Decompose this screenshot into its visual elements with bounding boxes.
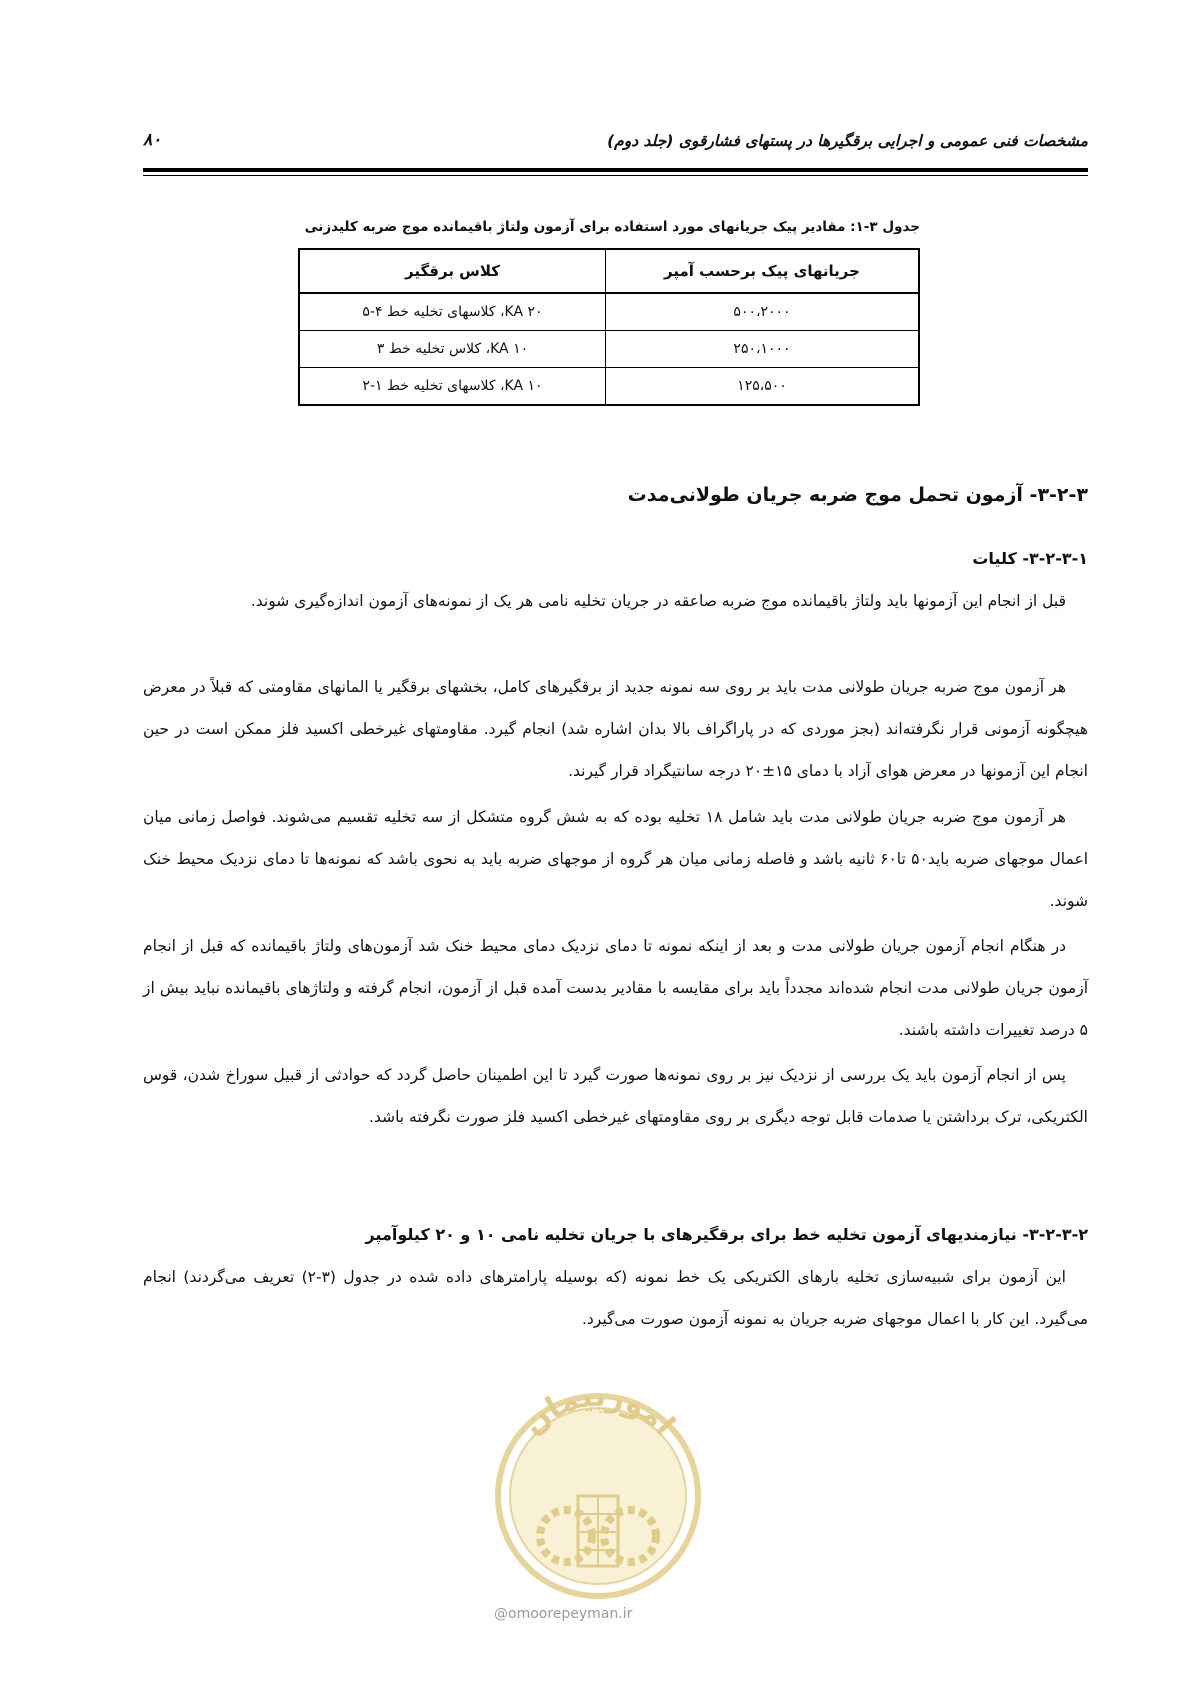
paragraph: قبل از انجام این آزمونها باید ولتاژ باقیمانده موج ضربه صاعقه در جریان تخلیه نامی هر یک از نمونه‌های آزمون اندازه‌گیری شوند. bbox=[250, 592, 1066, 610]
header-rule bbox=[143, 168, 1088, 172]
table-cell: ۵۰۰،۲۰۰۰ bbox=[606, 293, 920, 331]
page-number: ۸۰ bbox=[143, 130, 162, 150]
paragraph: در هنگام انجام آزمون جریان طولانی مدت و بعد از اینکه نمونه تا دمای نزدیک دمای محیط خنک شد آزمون‌های ولتاژ باقیمانده که قبل از انجام آزمون جریان طولانی مدت انجام شده‌اند مجدداً باید برای مقایسه با مقادیر بدست آمده قبل از آزمون، انجام گرفته و ولتاژهای باقیمانده نباید بیش از ۵ درصد تغییرات داشته باشند. bbox=[143, 937, 1088, 1039]
table-header-row bbox=[299, 249, 919, 293]
table-cell: ۱۰ KA، کلاسهای تخلیه خط ۱-۲ bbox=[299, 368, 606, 406]
page-header bbox=[143, 128, 1088, 168]
table-header-cell: کلاس برقگیر bbox=[299, 249, 606, 293]
watermark-url: @omoorepeyman.ir bbox=[494, 1606, 633, 1622]
header-rule-thin bbox=[143, 175, 1088, 176]
paragraph: پس از انجام آزمون باید یک بررسی از نزدیک نیز بر روی نمونه‌ها صورت گیرد تا این اطمینان حاصل گردد که حوادثی از قبیل سوراخ شدن، قوس الکتریکی، ترک برداشتن یا صدمات قابل توجه دیگری بر روی مقاومتهای غیرخطی اکسید فلز صورت نگرفته باشد. bbox=[143, 1066, 1088, 1126]
paragraph: هر آزمون موج ضربه جریان طولانی مدت باید بر روی سه نمونه جدید از برقگیرهای کامل، بخشهای برقگیر یا المانهای مقاومتی که قبلاً در معرض هیچگونه آزمونی قرار نگرفته‌اند (بجز موردی که در پاراگراف بالا بدان اشاره شد) انجام گیرد. مقاومتهای غیرخطی اکسید فلز ممکن است در حین انجام این آزمونها در معرض هوای آزاد با دمای ۱۵±۲۰ درجه سانتیگراد قرار گیرند. bbox=[143, 678, 1088, 780]
paragraph: هر آزمون موج ضربه جریان طولانی مدت باید شامل ۱۸ تخلیه بوده که به شش گروه متشکل از سه تخلیه تقسیم می‌شوند. فواصل زمانی میان اعمال موجهای ضربه باید۵۰ تا۶۰ ثانیه باشد و فاصله زمانی میان هر گروه از موجهای ضربه باید به نحوی باشد که نمونه‌ها تا دمای نزدیک محیط خنک شوند. bbox=[143, 808, 1089, 910]
table-row bbox=[299, 331, 919, 368]
table-caption: جدول ۳-۱: مقادیر پیک جریانهای مورد استفاده برای آزمون ولتاژ باقیمانده موج ضربه کلیدزنی bbox=[304, 219, 920, 235]
subsection-heading: ۳-۲-۳-۲- نیازمندیهای آزمون تخلیه خط برای برقگیرهای با جریان تخلیه نامی ۱۰ و ۲۰ کیلوآمپر bbox=[365, 1225, 1088, 1244]
subsection-heading: ۳-۲-۳-۱- کلیات bbox=[972, 549, 1088, 568]
section-heading: ۳-۲-۳- آزمون تحمل موج ضربه جریان طولانی‌مدت bbox=[627, 484, 1088, 506]
watermark-logo-text: امورپیمان bbox=[515, 1378, 682, 1443]
table-cell: ۲۰ KA، کلاسهای تخلیه خط ۴-۵ bbox=[299, 293, 606, 331]
watermark-logo bbox=[478, 1356, 718, 1616]
peak-current-table bbox=[298, 248, 920, 406]
table-row bbox=[299, 293, 919, 331]
header-title: مشخصات فنی عمومی و اجرایی برقگیرها در پستهای فشارقوی (جلد دوم) bbox=[607, 132, 1088, 150]
paragraph: این آزمون برای شبیه‌سازی تخلیه بارهای الکتریکی یک خط نمونه (که بوسیله پارامترهای داده شده در جدول (۳-۲) تعریف می‌گردند) انجام می‌گیرد. این کار با اعمال موجهای ضربه جریان به نمونه آزمون صورت می‌گیرد. bbox=[143, 1268, 1088, 1328]
table-cell: ۲۵۰،۱۰۰۰ bbox=[606, 331, 920, 368]
table-header-cell: جریانهای پیک برحسب آمپر bbox=[606, 249, 920, 293]
table-cell: ۱۰ KA، کلاس تخلیه خط ۳ bbox=[299, 331, 606, 368]
table-cell: ۱۲۵،۵۰۰ bbox=[606, 368, 920, 406]
table-row bbox=[299, 368, 919, 406]
